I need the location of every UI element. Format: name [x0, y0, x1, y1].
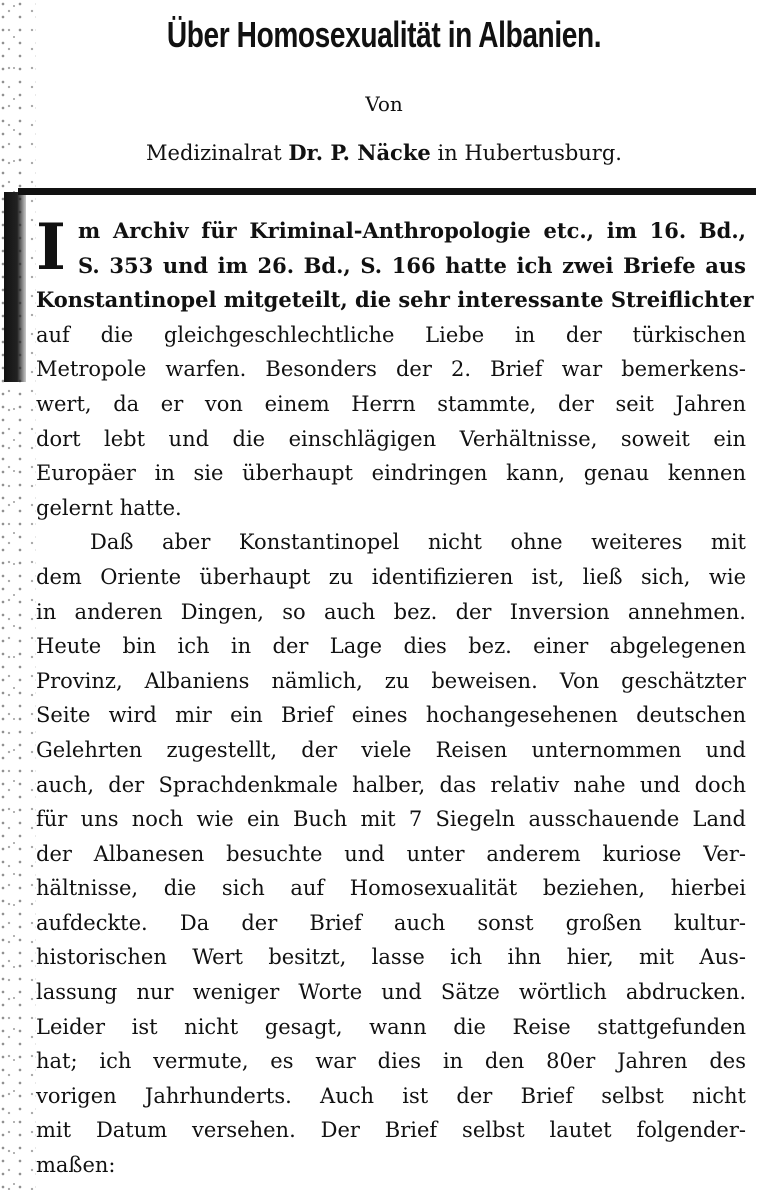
body-line: Metropole warfen. Besonders der 2. Brief war bemerkens-	[36, 357, 746, 382]
author-von: Von	[365, 92, 403, 116]
body-line: hat; ich vermute, es war dies in den 80er Jahren des	[36, 1049, 746, 1074]
body-line: Gelehrten zugestellt, der viele Reisen unternommen und	[36, 737, 746, 762]
body-line: aufdeckte. Da der Brief auch sonst großen kultur-	[36, 910, 746, 935]
body-line: gelernt hatte.	[36, 495, 182, 520]
body-line: der Albanesen besuchte und unter anderem kuriose Ver-	[36, 841, 746, 866]
body-line: auf die gleichgeschlechtliche Liebe in der türkischen	[36, 322, 746, 347]
body-line: in anderen Dingen, so auch bez. der Inversion annehmen.	[36, 599, 746, 624]
body-line: vorigen Jahrhunderts. Auch ist der Brief selbst nicht	[36, 1083, 746, 1108]
body-line: Heute bin ich in der Lage dies bez. einer abgelegenen	[36, 634, 746, 659]
body-line: für uns noch wie ein Buch mit 7 Siegeln ausschauende Land	[36, 807, 746, 832]
body-line: Provinz, Albaniens nämlich, zu beweisen. Von geschätzter	[36, 668, 746, 693]
body-line: lassung nur weniger Worte und Sätze wörtlich abdrucken.	[36, 980, 746, 1005]
drop-cap: I	[36, 210, 66, 285]
body-line: Konstantinopel mitgeteilt, die sehr interessante Streiflichter	[36, 287, 754, 313]
body-line: Seite wird mir ein Brief eines hochangesehenen deutschen	[36, 703, 746, 728]
body-line: mit Datum versehen. Der Brief selbst lautet folgender-	[36, 1118, 746, 1143]
scan-noise-left	[0, 0, 36, 1190]
body-line: Leider ist nicht gesagt, wann die Reise stattgefunden	[36, 1014, 746, 1039]
byline-prefix: Medizinalrat	[146, 141, 282, 165]
scan-shadow-edge	[4, 192, 26, 382]
body-line: dort lebt und die einschlägigen Verhältnisse, soweit ein	[36, 426, 746, 451]
header-rule	[18, 188, 756, 195]
body-line: maßen:	[36, 1153, 116, 1178]
author-byline	[0, 140, 768, 165]
byline-suffix: in Hubertusburg.	[437, 141, 622, 165]
article-title: Über Homosexualität in Albanien.	[166, 14, 602, 55]
author-name: Dr. P. Näcke	[288, 140, 431, 165]
body-line: Europäer in sie überhaupt eindringen kann, genau kennen	[36, 461, 746, 486]
body-line: hältnisse, die sich auf Homosexualität beziehen, hierbei	[36, 876, 746, 901]
body-line: dem Oriente überhaupt zu identifizieren ist, ließ sich, wie	[36, 564, 746, 589]
body-line: historischen Wert besitzt, lasse ich ihn hier, mit Aus-	[36, 945, 746, 970]
body-line: S. 353 und im 26. Bd., S. 166 hatte ich zwei Briefe aus	[78, 252, 746, 278]
body-line: wert, da er von einem Herrn stammte, der seit Jahren	[36, 391, 746, 416]
body-line: Daß aber Konstantinopel nicht ohne weiteres mit	[90, 530, 746, 555]
body-line: auch, der Sprachdenkmale halber, das relativ nahe und doch	[36, 772, 746, 797]
body-line: m Archiv für Kriminal-Anthropologie etc., im 16. Bd.,	[78, 218, 746, 243]
article-body	[36, 210, 754, 1183]
